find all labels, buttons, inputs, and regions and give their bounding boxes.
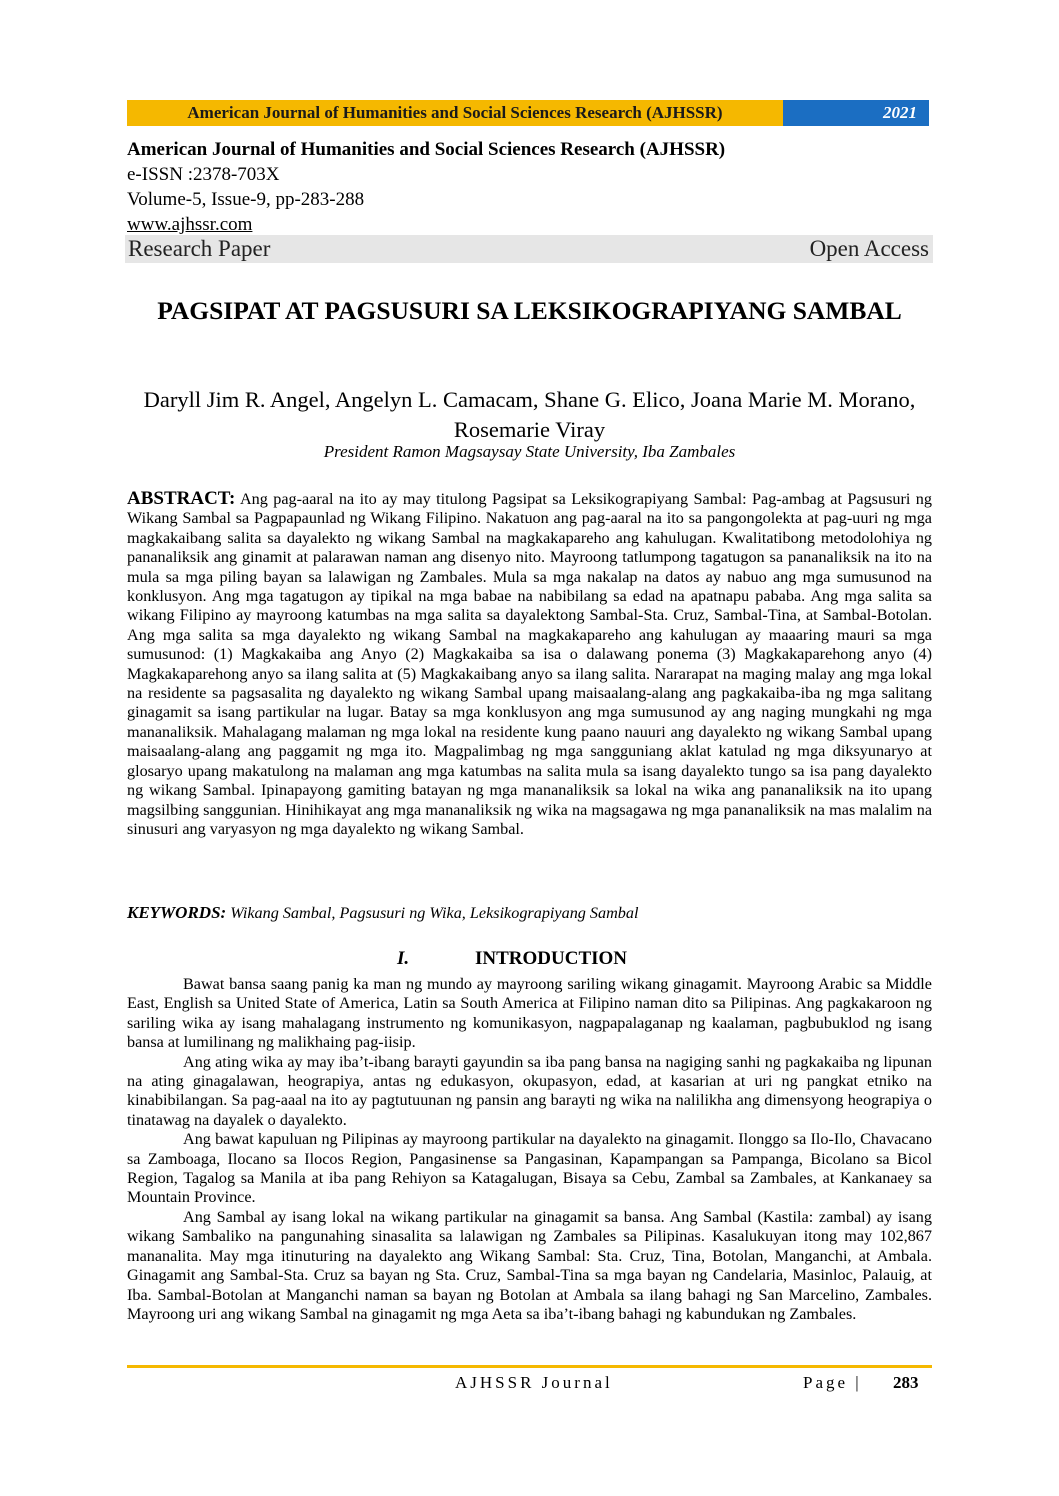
abstract-label: ABSTRACT: xyxy=(127,488,236,509)
abstract xyxy=(127,489,932,839)
keywords-label: KEYWORDS: xyxy=(127,903,227,922)
intro-paragraph: Ang Sambal ay isang lokal na wikang partikular na ginagamit sa bansa. Ang Sambal (Kastila: zambal) ay isang wikang Sambaliko na pangunahing sinasalita sa lalawigan ng Zambales sa Pilipinas. Kasalukuyan itong may 102,867 mananalita. May mga itinuturing na dayalekto ang Wikang Sambal: Sta. Cruz, Tina, Botolan, Manganchi, at Ambala. Ginagamit ang Sambal-Sta. Cruz sa bayan ng Sta. Cruz, Sambal-Tina sa mga bayan ng Candelaria, Masinloc, Palauig, at Iba. Sambal-Botolan at Manganchi naman sa bayan ng Botolan at Ambala sa ilang bahagi ng San Marcelino, Zambales. Mayroong uri ang wikang Sambal na ginagamit ng mga Aeta sa iba’t-ibang bahagi ng kabundukan ng Zambales. xyxy=(127,1207,932,1323)
journal-url-link[interactable]: www.ajhssr.com xyxy=(127,214,253,235)
page-footer xyxy=(127,1373,932,1397)
journal-eissn: e-ISSN :2378-703X xyxy=(127,164,280,185)
abstract-text: Ang pag-aaral na ito ay may titulong Pagsipat sa Leksikograpiyang Sambal: Pag-ambag at Pagsusuri ng Wikang Sambal sa Pagpapaunlad ng Wikang Filipino. Nakatuon ang pag-aaral na ito sa pangongolekta at pag-uuri ng mga magkakaibang salita sa dayalekto ng wikang Sambal na magkakapareho ang kahulugan. Kwalitatibong metodolohiya ng pananaliksik ang ginamit at palarawan naman ang disenyo nito. Mayroong tatlumpong tagatugon sa pananaliksik na ito na mula sa mga piling bayan sa lalawigan ng Zambales. Mula sa mga nakalap na datos ay nabuo ang mga sumusunod na konklusyon. Ang mga tagatugon ay tipikal na mga babae na nabibilang sa edad na apatnapu pababa. Ang mga salita sa wikang Filipino ay mayroong katumbas na mga salita sa dayalektong Sambal-Sta. Cruz, Sambal-Tina, at Sambal-Botolan. Ang mga salita sa mga dayalekto ng wikang Sambal na magkakapareho ang kahulugan ay maaaring mauri sa mga sumusunod: (1) Magkakaiba ang Anyo (2) Magkakaiba sa isa o dalawang ponema (3) Magkakaparehong anyo (4) Magkakaparehong anyo sa ilang salita at (5) Magkakaibang anyo sa ilang salita. Nararapat na maging malay ang mga lokal na residente sa pagsasalita ng dayalekto ng wikang Sambal upang maisaalang-alang ang pagkakaiba-iba ng mga salitang ginagamit sa isang partikular na lugar. Batay sa mga konklusyon ang mga sumusunod ay ang naging mungkahi ng mga mananaliksik. Mahalagang malaman ng mga lokal na residente kung paano nauuri ang dayalekto ng wikang Sambal upang maisaalang-alang ang paggamit ng mga ito. Magpalimbag ng mga sangguniang aklat katulad ng mga diksyunaryo at glosaryo upang makatulong na malaman ang mga katumbas na salita mula sa isang dayalekto tungo sa isa pang dayalekto ng wikang Sambal. Ipinapayong gamiting batayan ng mga mananaliksik sa lokal na wika ang pananaliksik na ito upang magsilbing sanggunian. Hinihikayat ang mga mananaliksik ng wika na magsagawa ng mga pananaliksik na mas malalim na sinusuri ang varyasyon ng mga dayalekto ng wikang Sambal. xyxy=(127,490,932,838)
intro-paragraph: Ang ating wika ay may iba’t-ibang barayti gayundin sa iba pang bansa na nagiging sanhi ng pagkakaiba ng lipunan na ating ginagalawan, heograpiya, antas ng edukasyon, okupasyon, edad, at kasarian at uri ng pangkat etniko na kinabibilangan. Sa pag-aaal na ito ay pagtutuunan ng pansin ang barayti ng wika na nalilikha ang dimensyong heograpiya o tinatawag na dayalek o dayalekto. xyxy=(127,1052,932,1129)
introduction-body xyxy=(127,975,932,1324)
journal-volume: Volume-5, Issue-9, pp-283-288 xyxy=(127,189,365,210)
paper-type: Research Paper xyxy=(128,236,271,261)
keywords-text: Wikang Sambal, Pagsusuri ng Wika, Leksikograpiyang Sambal xyxy=(230,904,639,922)
footer-page-label: Page | xyxy=(803,1373,862,1392)
paper-title: PAGSIPAT AT PAGSUSURI SA LEKSIKOGRAPIYANG SAMBAL xyxy=(157,296,902,325)
journal-name: American Journal of Humanities and Social Sciences Research (AJHSSR) xyxy=(127,139,726,160)
footer-divider xyxy=(127,1365,932,1368)
intro-paragraph: Bawat bansa saang panig ka man ng mundo ay mayroong sariling wikang ginagamit. Mayroong Arabic sa Middle East, English sa United State of America, Latin sa South America at Filipino naman dito sa Pilipinas. Ang pagkakaroon ng sariling wika ay isang mahalagang instrumento ng komunikasyon, nagpapalaganap ng kaalaman, pagbubuklod ng isang bansa at lumilinang ng malikhaing pag-iisip. xyxy=(127,975,932,1052)
author-list: Daryll Jim R. Angel, Angelyn L. Camacam, Shane G. Elico, Joana Marie M. Morano, Rosemarie Viray xyxy=(143,387,916,442)
affiliation: President Ramon Magsaysay State University, Iba Zambales xyxy=(323,442,736,461)
section-title: INTRODUCTION xyxy=(475,948,628,969)
access-type: Open Access xyxy=(809,236,929,261)
section-number: I. xyxy=(397,948,410,969)
footer-page-number: 283 xyxy=(893,1373,919,1392)
journal-info xyxy=(127,137,932,237)
header-journal-name: American Journal of Humanities and Social Sciences Research (AJHSSR) xyxy=(127,100,783,126)
header-year: 2021 xyxy=(783,100,929,126)
intro-paragraph: Ang bawat kapuluan ng Pilipinas ay mayroong partikular na dayalekto na ginagamit. Ilonggo sa Ilo-Ilo, Chavacano sa Zamboaga, Ilocano sa Ilocos Region, Pangasinense sa Pangasinan, Kapampangan sa Pampanga, Bicolano sa Bicol Region, Tagalog sa Manila at iba pang Rehiyon sa Katagalugan, Bisaya sa Cebu, Zambal sa Zambales, at Kankanaey sa Mountain Province. xyxy=(127,1130,932,1207)
running-header xyxy=(127,100,929,126)
footer-journal: AJHSSR Journal xyxy=(455,1373,613,1392)
keywords xyxy=(127,903,932,923)
paper-type-bar xyxy=(125,235,933,263)
